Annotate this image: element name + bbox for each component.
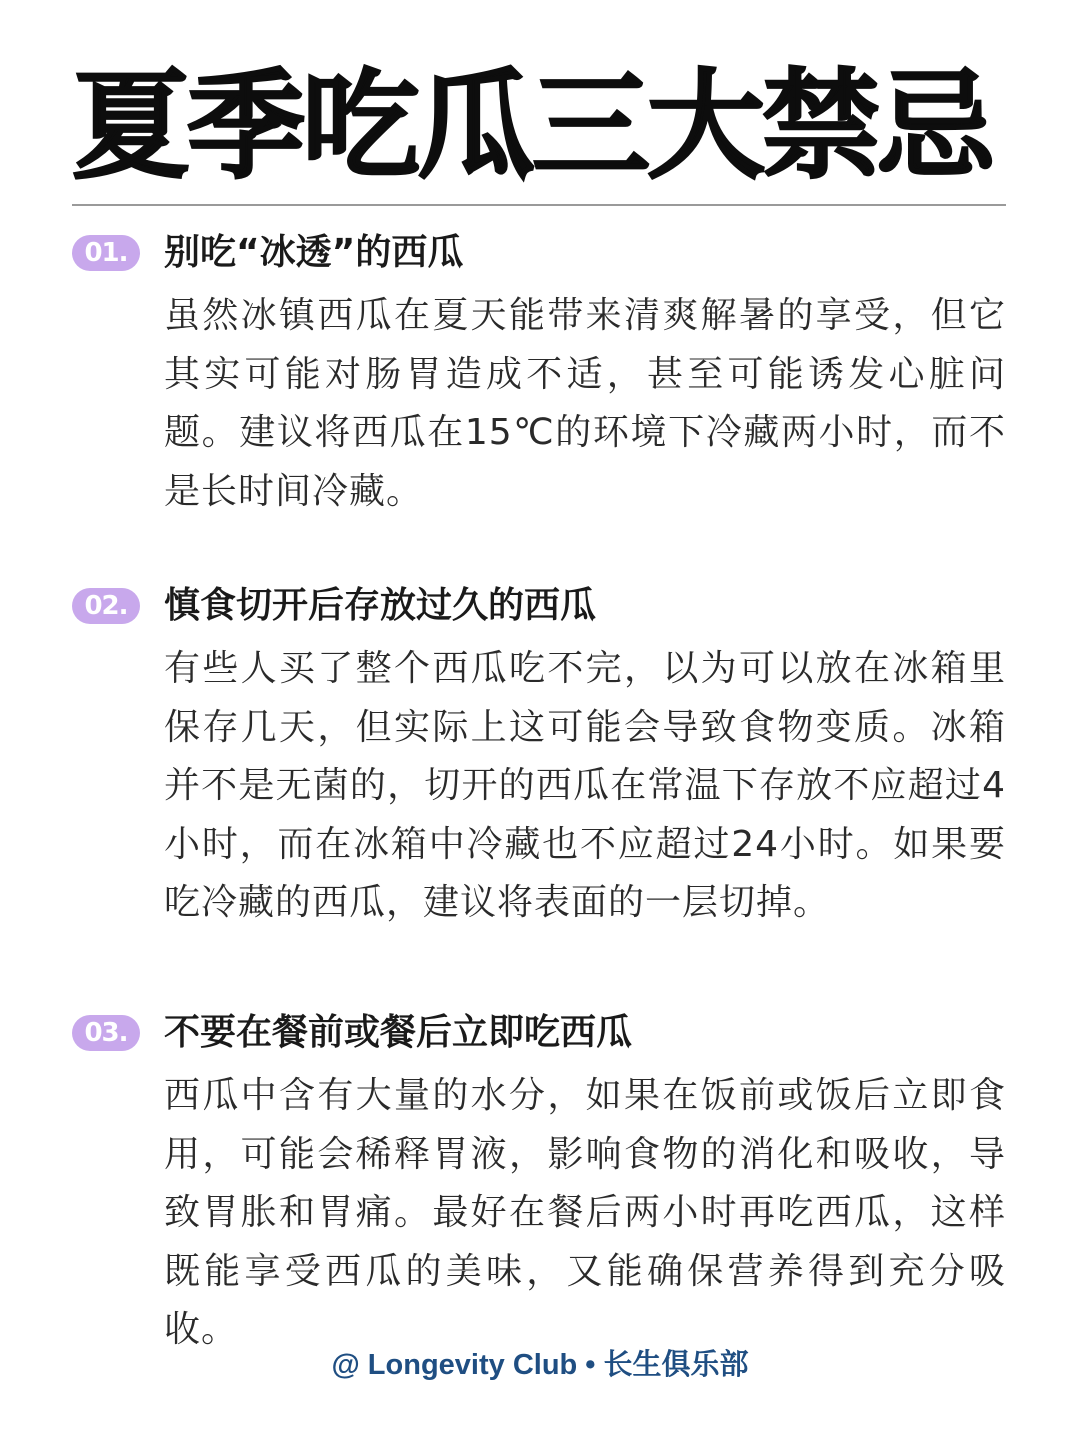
section-number-badge: 01. <box>72 235 140 271</box>
section-heading: 不要在餐前或餐后立即吃西瓜 <box>164 1012 633 1053</box>
section-number-badge: 02. <box>72 588 140 624</box>
footer-credit: @ Longevity Club • 长生俱乐部 <box>331 1349 749 1381</box>
title-divider <box>72 204 1006 206</box>
section-body: 有些人买了整个西瓜吃不完，以为可以放在冰箱里保存几天，但实际上这可能会导致食物变质。冰箱并不是无菌的，切开的西瓜在常温下存放不应超过4小时，而在冰箱中冷藏也不应超过24小时。如果要吃冷藏的西瓜，建议将表面的一层切掉。 <box>164 648 1006 923</box>
page-title: 夏季吃瓜三大禁忌 <box>72 57 993 195</box>
section-body: 西瓜中含有大量的水分，如果在饭前或饭后立即食用，可能会稀释胃液，影响食物的消化和吸收，导致胃胀和胃痛。最好在餐后两小时再吃西瓜，这样既能享受西瓜的美味，又能确保营养得到充分吸收。 <box>164 1075 1006 1350</box>
section-heading: 慎食切开后存放过久的西瓜 <box>164 585 597 626</box>
section-body: 虽然冰镇西瓜在夏天能带来清爽解暑的享受，但它其实可能对肠胃造成不适，甚至可能诱发心脏问题。建议将西瓜在15℃的环境下冷藏两小时，而不是长时间冷藏。 <box>164 295 1006 512</box>
section-heading: 别吃“冰透”的西瓜 <box>164 232 464 273</box>
section-number-badge: 03. <box>72 1015 140 1051</box>
